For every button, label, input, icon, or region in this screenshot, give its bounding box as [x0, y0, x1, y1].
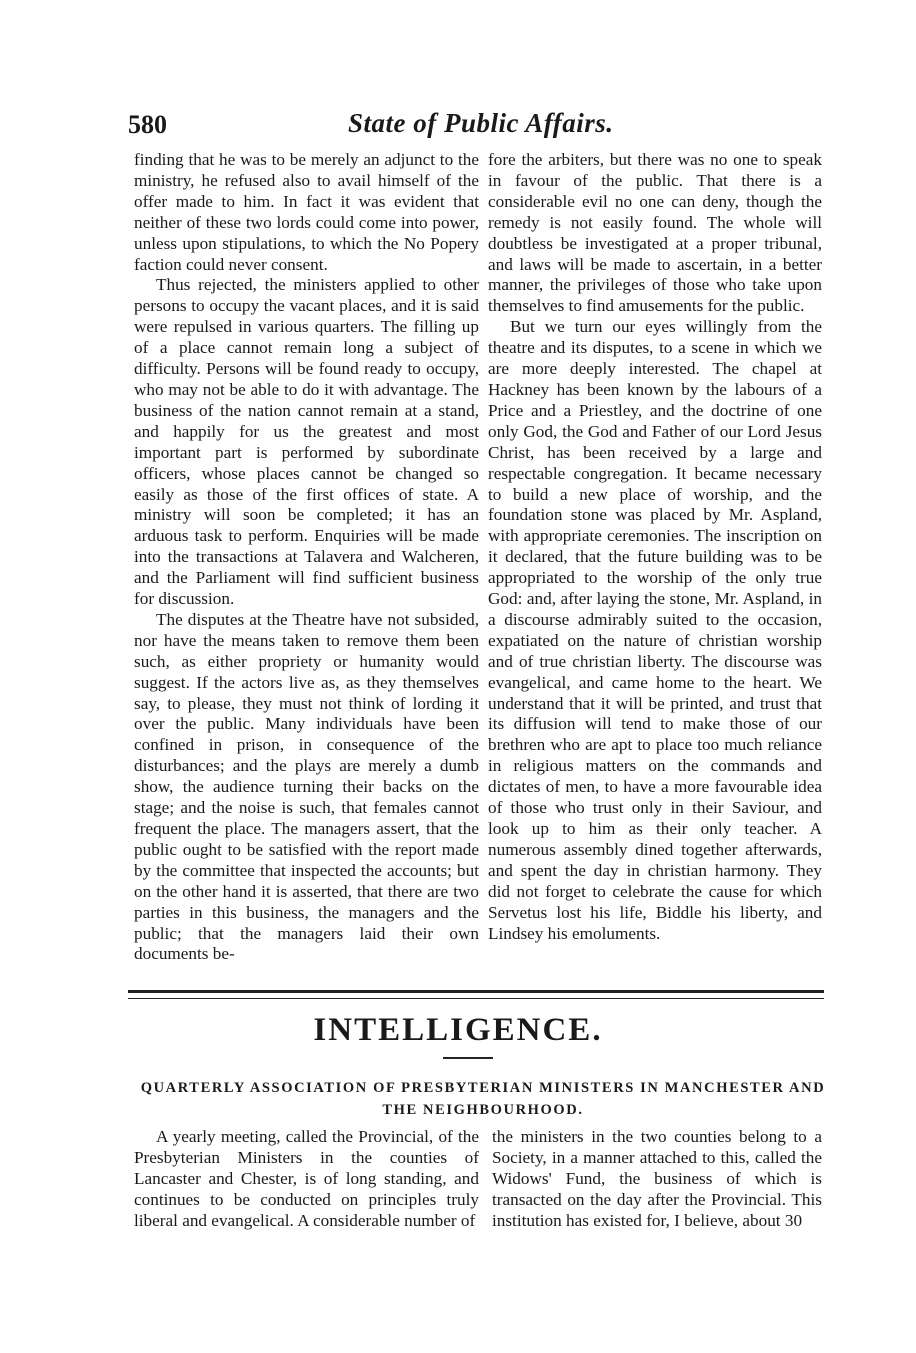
right-column [488, 150, 822, 944]
left-column [134, 150, 479, 965]
section-title: INTELLIGENCE. [313, 1012, 603, 1048]
left-paragraph-2: Thus rejected, the ministers applied to other persons to occupy the vacant places, and it is said were repulsed in various quarters. The filling up of a place cannot remain long a subject of difficulty. Persons will be found ready to occupy, who may not be able to do it with advantage. The business of the nation cannot remain at a stand, and happily for us the greatest and most important part is performed by subordinate officers, whose places cannot be changed so easily as those of the first offices of state. A ministry will soon be completed; it has an arduous task to perform. Enquiries will be made into the transactions at Talavera and Walcheren, and the Parliament will find sufficient business for discussion. [134, 275, 479, 609]
left-paragraph-3: The disputes at the Theatre have not subsided, nor have the means taken to remove them been such, as either propriety or humanity would suggest. If the actors live as, as they themselves say, to please, they must not think of lording it over the public. Many individuals have been confined in prison, in consequence of the disturbances; and the plays are merely a dumb show, the audience turning their backs on the stage; and the noise is such, that females cannot frequent the place. The managers assert, that the public ought to be satisfied with the report made by the committee that inspected the accounts; but on the other hand it is asserted, that there are two parties in this business, the managers and the public; that the managers laid their own documents be- [134, 609, 479, 964]
article-left-column [134, 1127, 479, 1232]
section-divider [128, 990, 824, 999]
title-underline [443, 1057, 493, 1059]
running-head [128, 108, 828, 142]
page-number: 580 [128, 110, 167, 139]
article-right-column [492, 1127, 822, 1232]
running-head-title: State of Public Affairs. [348, 108, 614, 138]
article-right-text: the ministers in the two counties belong to a Society, in a manner attached to this, called the Widows' Fund, the business of which is transacted on the day after the Provincial. This institution has existed for, I believe, about 30 [492, 1127, 822, 1230]
article-left-text: A yearly meeting, called the Provincial, of the Presbyterian Ministers in the counties of Lancaster and Chester, is of long standing, and continues to be conducted on principles truly liberal and evangelical. A considerable number of [134, 1127, 479, 1230]
left-paragraph-1: finding that he was to be merely an adjunct to the ministry, he refused also to avail himself of the offer made to him. In fact it was evident that neither of these two lords could come into power, unless upon stipulations, to which the No Popery faction could never consent. [134, 150, 479, 274]
right-paragraph-1: fore the arbiters, but there was no one to speak in favour of the public. That there is a considerable evil no one can deny, though the remedy is not easily found. The whole will doubtless be investigated at a proper tribunal, and laws will be made to ascertain, in a better manner, the privileges of those who take upon themselves to find amusements for the public. [488, 150, 822, 316]
article-heading: QUARTERLY ASSOCIATION OF PRESBYTERIAN MINISTERS IN MANCHESTER AND THE NEIGHBOURHOOD. [140, 1080, 826, 1118]
right-paragraph-2: But we turn our eyes willingly from the theatre and its disputes, to a scene in which we are more deeply interested. The chapel at Hackney has been known by the labours of a Price and a Priestley, and the doctrine of one only God, the God and Father of our Lord Jesus Christ, has been received by a large and respectable congregation. It became necessary to build a new place of worship, and the foundation stone was placed by Mr. Aspland, with appropriate ceremonies. The inscription on it declared, that the future building was to be appropriated to the worship of the only true God: and, after laying the stone, Mr. Aspland, in a discourse admirably suited to the occasion, expatiated on the nature of christian worship and of true christian liberty. The discourse was evangelical, and came home to the heart. We understand that it will be printed, and trust that its diffusion will tend to make those of our brethren who are apt to place too much reliance in religious matters on the commands and dictates of men, to have a more favourable idea of those who trust only in their Saviour, and look up to him as their only teacher. A numerous assembly dined together afterwards, and spent the day in christian harmony. They did not forget to celebrate the cause for which Servetus lost his life, Biddle his liberty, and Lindsey his emoluments. [488, 317, 822, 943]
